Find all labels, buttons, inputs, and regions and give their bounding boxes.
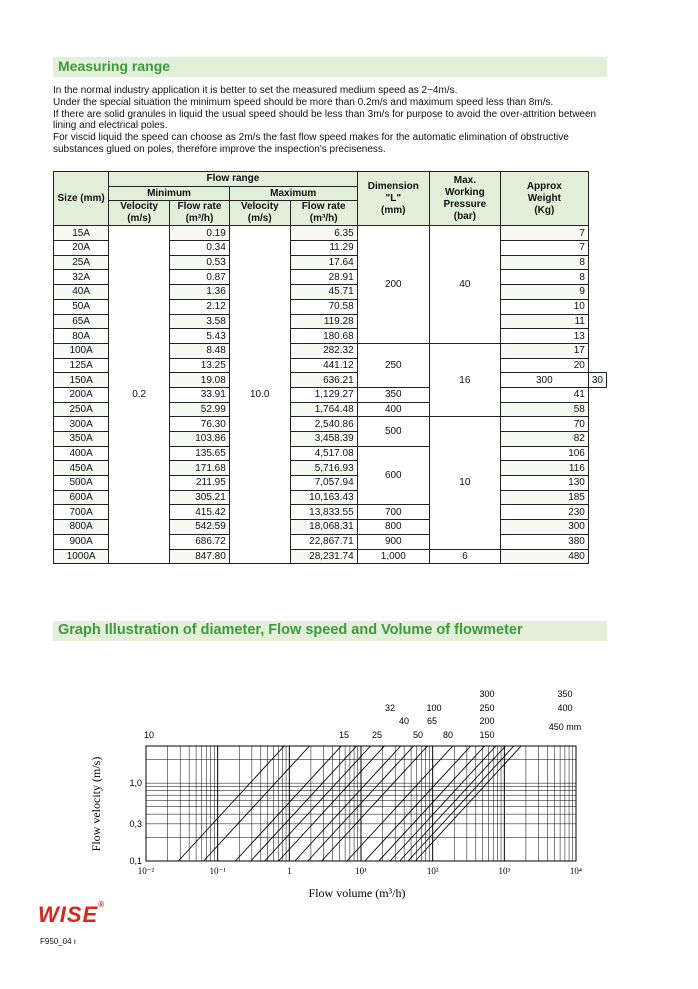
x-tick-label: 1 xyxy=(287,866,292,876)
x-axis-title: Flow volume (m³/h) xyxy=(308,886,406,900)
diameter-label: 50 xyxy=(412,730,424,740)
diameter-label: 40 xyxy=(398,716,410,726)
size-cell: 40A xyxy=(54,285,109,300)
diameter-label: 300 xyxy=(479,689,495,699)
pressure-cell: 6 xyxy=(429,549,500,564)
weight-cell: 300 xyxy=(500,520,588,535)
dimension-cell: 300 xyxy=(500,373,588,388)
size-cell: 150A xyxy=(54,373,109,388)
min-flow-cell: 0.19 xyxy=(170,226,230,241)
max-flow-cell: 180.68 xyxy=(290,329,357,344)
max-flow-cell: 28.91 xyxy=(290,270,357,285)
min-flow-cell: 211.95 xyxy=(170,476,230,491)
x-tick-label: 10¹ xyxy=(355,866,367,876)
max-flow-cell: 6.35 xyxy=(290,226,357,241)
section-header-graph xyxy=(53,621,607,641)
section-title: Measuring range xyxy=(58,58,171,74)
footer-code: F950_04 ı xyxy=(40,937,77,946)
dimension-cell: 250 xyxy=(357,343,429,387)
intro-line: Under the special situation the minimum speed should be more than 0.2m/s and maximum speed less than 8m/s. xyxy=(53,96,554,108)
size-cell: 50A xyxy=(54,299,109,314)
min-flow-cell: 847.80 xyxy=(170,549,230,564)
y-tick-label: 0,3 xyxy=(129,818,142,829)
dimension-cell: 200 xyxy=(357,226,429,344)
size-cell: 80A xyxy=(54,329,109,344)
min-flow-cell: 52.99 xyxy=(170,402,230,417)
max-flow-cell: 1,129.27 xyxy=(290,387,357,402)
max-flow-cell: 10,163.43 xyxy=(290,490,357,505)
diameter-line xyxy=(322,746,428,861)
max-flow-cell: 70.58 xyxy=(290,299,357,314)
weight-cell: 41 xyxy=(500,387,588,402)
max-flow-cell: 1,764.48 xyxy=(290,402,357,417)
size-cell: 200A xyxy=(54,387,109,402)
header-maximum: Maximum xyxy=(229,186,357,201)
header-flow-range: Flow range xyxy=(109,172,357,187)
weight-cell: 11 xyxy=(500,314,588,329)
min-flow-cell: 686.72 xyxy=(170,534,230,549)
max-flow-cell: 45.71 xyxy=(290,285,357,300)
diameter-line xyxy=(390,746,496,861)
size-cell: 250A xyxy=(54,402,109,417)
diameter-label: 65 xyxy=(426,716,438,726)
size-cell: 25A xyxy=(54,255,109,270)
header-pressure: Max. Working Pressure (bar) xyxy=(429,172,500,226)
weight-cell: 7 xyxy=(500,241,588,256)
min-flow-cell: 0.53 xyxy=(170,255,230,270)
weight-cell: 480 xyxy=(500,549,588,564)
max-velocity-cell: 10.0 xyxy=(229,226,290,564)
intro-line: In the normal industry application it is better to set the measured medium speed as 2~4m/s. xyxy=(53,85,458,96)
min-velocity-cell: 0.2 xyxy=(109,226,170,564)
diameter-label: 200 xyxy=(479,716,495,726)
dimension-cell: 1,000 xyxy=(357,549,429,564)
diameter-line xyxy=(178,746,284,861)
weight-cell: 185 xyxy=(500,490,588,505)
header-max-velocity: Velocity (m/s) xyxy=(229,201,290,226)
diameter-label: 100 xyxy=(426,703,442,713)
header-weight: Approx Weight (Kg) xyxy=(500,172,588,226)
min-flow-cell: 19.08 xyxy=(170,373,230,388)
weight-cell: 82 xyxy=(500,432,588,447)
weight-cell: 17 xyxy=(500,343,588,358)
weight-cell: 30 xyxy=(588,373,606,388)
size-cell: 350A xyxy=(54,432,109,447)
size-cell: 15A xyxy=(54,226,109,241)
min-flow-cell: 0.34 xyxy=(170,241,230,256)
min-flow-cell: 103.86 xyxy=(170,432,230,447)
size-cell: 100A xyxy=(54,343,109,358)
specification-table xyxy=(53,171,607,564)
header-size: Size (mm) xyxy=(54,172,109,226)
max-flow-cell: 22,867.71 xyxy=(290,534,357,549)
y-tick-label: 1,0 xyxy=(129,778,142,789)
min-flow-cell: 135.65 xyxy=(170,446,230,461)
min-flow-cell: 1.36 xyxy=(170,285,230,300)
dimension-cell: 400 xyxy=(357,402,429,417)
table-body xyxy=(54,226,607,564)
weight-cell: 230 xyxy=(500,505,588,520)
size-cell: 32A xyxy=(54,270,109,285)
diameter-label: 450 mm xyxy=(548,722,582,732)
pressure-cell: 16 xyxy=(429,343,500,416)
size-cell: 1000A xyxy=(54,549,109,564)
weight-cell: 58 xyxy=(500,402,588,417)
min-flow-cell: 2.12 xyxy=(170,299,230,314)
size-cell: 300A xyxy=(54,417,109,432)
diameter-label: 10 xyxy=(143,730,155,740)
min-flow-cell: 0.87 xyxy=(170,270,230,285)
min-flow-cell: 33.91 xyxy=(170,387,230,402)
diameter-line xyxy=(235,746,341,861)
weight-cell: 7 xyxy=(500,226,588,241)
header-dimension: Dimension "L" (mm) xyxy=(357,172,429,226)
diameter-line xyxy=(365,746,471,861)
diameter-label: 15 xyxy=(338,730,350,740)
size-cell: 900A xyxy=(54,534,109,549)
weight-cell: 106 xyxy=(500,446,588,461)
x-tick-label: 10² xyxy=(426,866,439,876)
min-flow-cell: 3.58 xyxy=(170,314,230,329)
size-cell: 125A xyxy=(54,358,109,373)
size-cell: 450A xyxy=(54,461,109,476)
diameter-label: 25 xyxy=(371,730,383,740)
y-axis-title: Flow velocity (m/s) xyxy=(89,756,103,852)
diameter-label: 400 xyxy=(557,703,573,713)
diameter-label: 32 xyxy=(384,703,396,713)
table-row xyxy=(54,226,607,241)
diameter-line xyxy=(251,746,357,861)
min-flow-cell: 8.48 xyxy=(170,343,230,358)
header-minimum: Minimum xyxy=(109,186,230,201)
diameter-line xyxy=(347,746,453,861)
x-tick-label: 10³ xyxy=(498,866,511,876)
max-flow-cell: 5,716.93 xyxy=(290,461,357,476)
max-flow-cell: 18,068.31 xyxy=(290,520,357,535)
dimension-cell: 900 xyxy=(357,534,429,549)
diameter-label: 80 xyxy=(442,730,454,740)
dimension-cell: 500 xyxy=(357,417,429,446)
min-flow-cell: 76.30 xyxy=(170,417,230,432)
y-tick-label: 0,1 xyxy=(129,856,142,866)
diameter-line xyxy=(279,746,385,861)
dimension-cell: 600 xyxy=(357,446,429,505)
min-flow-cell: 415.42 xyxy=(170,505,230,520)
header-min-velocity: Velocity (m/s) xyxy=(109,201,170,226)
diameter-label: 250 xyxy=(479,703,495,713)
size-cell: 65A xyxy=(54,314,109,329)
dimension-cell: 700 xyxy=(357,505,429,520)
pressure-cell: 40 xyxy=(429,226,500,344)
diameter-line xyxy=(204,746,310,861)
section-title: Graph Illustration of diameter, Flow speed and Volume of flowmeter xyxy=(58,622,523,638)
intro-text xyxy=(53,85,613,156)
diameter-line xyxy=(400,746,506,861)
x-tick-label: 10⁴ xyxy=(569,866,583,876)
size-cell: 20A xyxy=(54,241,109,256)
max-flow-cell: 7,057.94 xyxy=(290,476,357,491)
size-cell: 600A xyxy=(54,490,109,505)
size-cell: 400A xyxy=(54,446,109,461)
max-flow-cell: 636.21 xyxy=(290,373,357,388)
intro-line: For viscid liquid the speed can choose as 2m/s the fast flow speed makes for the automatic elimination of obstructive substances glued on poles, therefore improve the inspection's preciseness. xyxy=(53,132,569,155)
weight-cell: 380 xyxy=(500,534,588,549)
x-tick-label: 10⁻¹ xyxy=(209,866,226,876)
weight-cell: 8 xyxy=(500,270,588,285)
max-flow-cell: 13,833.55 xyxy=(290,505,357,520)
section-header-measuring-range xyxy=(53,57,607,77)
size-cell: 800A xyxy=(54,520,109,535)
diameter-line xyxy=(265,746,371,861)
max-flow-cell: 28,231.74 xyxy=(290,549,357,564)
dimension-cell: 800 xyxy=(357,520,429,535)
max-flow-cell: 282.32 xyxy=(290,343,357,358)
header-min-flow-rate: Flow rate (m³/h) xyxy=(170,201,230,226)
size-cell: 500A xyxy=(54,476,109,491)
dimension-cell: 350 xyxy=(357,387,429,402)
flow-chart xyxy=(0,680,698,905)
max-flow-cell: 17.64 xyxy=(290,255,357,270)
size-cell: 700A xyxy=(54,505,109,520)
x-tick-label: 10⁻² xyxy=(137,866,155,876)
max-flow-cell: 3,458.39 xyxy=(290,432,357,447)
weight-cell: 8 xyxy=(500,255,588,270)
weight-cell: 13 xyxy=(500,329,588,344)
header-max-flow-rate: Flow rate (m³/h) xyxy=(290,201,357,226)
max-flow-cell: 2,540.86 xyxy=(290,417,357,432)
weight-cell: 20 xyxy=(500,358,588,373)
intro-line: If there are solid granules in liquid the usual speed should be less than 3m/s for purpose to avoid the over-attrition between lining and electrical poles. xyxy=(53,108,597,132)
max-flow-cell: 4,517.08 xyxy=(290,446,357,461)
diameter-label: 350 xyxy=(557,689,573,699)
weight-cell: 70 xyxy=(500,417,588,432)
min-flow-cell: 13.25 xyxy=(170,358,230,373)
min-flow-cell: 305.21 xyxy=(170,490,230,505)
max-flow-cell: 441.12 xyxy=(290,358,357,373)
pressure-cell: 10 xyxy=(429,417,500,549)
diameter-line xyxy=(408,746,514,861)
weight-cell: 116 xyxy=(500,461,588,476)
max-flow-cell: 11.29 xyxy=(290,241,357,256)
min-flow-cell: 171.68 xyxy=(170,461,230,476)
wise-logo: WISE® xyxy=(38,900,106,927)
weight-cell: 9 xyxy=(500,285,588,300)
weight-cell: 130 xyxy=(500,476,588,491)
min-flow-cell: 5.43 xyxy=(170,329,230,344)
max-flow-cell: 119.28 xyxy=(290,314,357,329)
weight-cell: 10 xyxy=(500,299,588,314)
diameter-label: 150 xyxy=(479,730,495,740)
min-flow-cell: 542.59 xyxy=(170,520,230,535)
